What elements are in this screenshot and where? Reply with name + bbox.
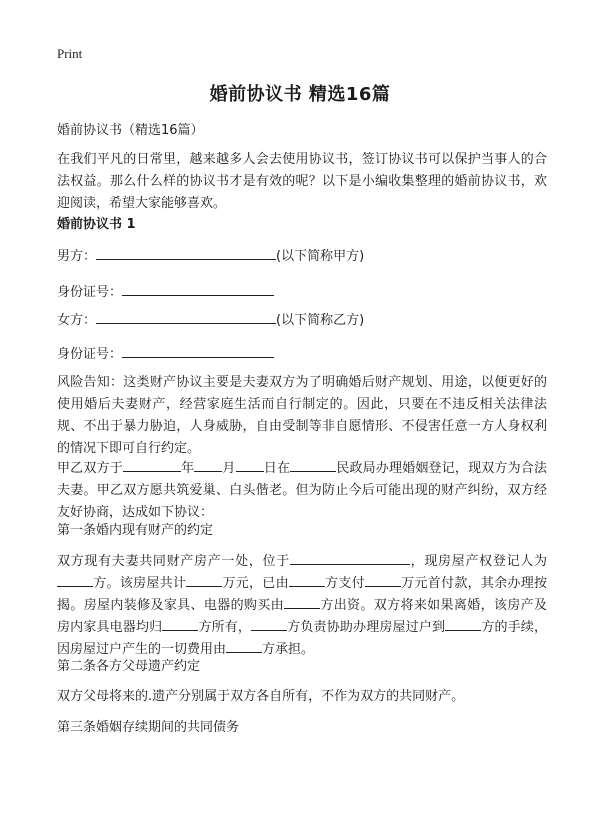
party-b-label: 女方：	[57, 313, 97, 328]
print-link[interactable]: Print	[57, 46, 83, 61]
intro-paragraph: 在我们平凡的日常里，越来越多人会去使用协议书，签订协议书可以保护当事人的合法权益。那么什么样的协议书才是有效的呢？以下是小编收集整理的婚前协议书，欢迎阅读，希望大家能够喜欢。	[57, 152, 547, 211]
document-title: 婚前协议书 精选16篇	[209, 84, 391, 105]
marriage-text: 日在	[263, 461, 291, 476]
article-2-paragraph: 双方父母将来的.遗产分别属于双方各自所有，不作为双方的共同财产。	[57, 689, 465, 704]
divorce-owner-blank[interactable]	[162, 617, 198, 631]
document-subtitle: 婚前协议书（精选16篇）	[57, 123, 204, 138]
risk-notice-paragraph: 风险告知：这类财产协议主要是夫妻双方为了明确婚后财产规划、用途，以便更好的使用婚后夫妻财产，经营家庭生活而自行制定的。因此，只要在不违反相关法律法规、不出于暴力胁迫，人身威胁，自由受制等非自愿情形、不侵害任意一方人身权利的情况下即可自行约定。	[57, 375, 547, 456]
total-price-blank[interactable]	[186, 573, 222, 587]
article-1-text: 方出资。双方将来如果离婚，该房产及房内家具电器均归	[57, 598, 547, 635]
marriage-text: 民政局办理婚姻登记，现双方为合法夫妻。甲乙双方愿共筑爱巢、白头偕老。但为防止今后可能出现的财产纠纷，双方经友好协商，达成如下协议：	[57, 461, 547, 520]
id-label-1: 身份证号：	[57, 285, 123, 300]
article-2-heading: 第二条各方父母遗产约定	[57, 659, 201, 674]
marriage-month-blank[interactable]	[194, 458, 222, 472]
id-blank-1[interactable]	[122, 282, 274, 296]
article-1-text: 方所有，	[198, 620, 252, 635]
marriage-year-blank[interactable]	[123, 458, 181, 472]
party-a-suffix: (以下简称甲方)	[276, 249, 365, 264]
transfer-to-blank[interactable]	[445, 617, 481, 631]
marriage-text: 月	[222, 461, 236, 476]
article-1-text: 方负责协助办理房屋过户到	[287, 620, 446, 635]
id-label-2: 身份证号：	[57, 347, 123, 362]
payer-blank[interactable]	[289, 573, 325, 587]
article-1-text: 方支付	[324, 576, 365, 591]
article-1-text: 方承担。	[262, 642, 315, 657]
marriage-text: 甲乙双方于	[57, 461, 123, 476]
article-1-text: 万元首付款，其余办理按揭。房屋内装修及家具、电器的购买由	[57, 576, 547, 613]
id-blank-2[interactable]	[122, 344, 274, 358]
marriage-text: 年	[180, 461, 195, 476]
article-1-heading: 第一条婚内现有财产的约定	[57, 523, 214, 538]
property-location-blank[interactable]	[290, 551, 410, 565]
party-a-blank[interactable]	[96, 246, 276, 260]
article-1-text: 方的手续，因房屋过户产生的一切费用由	[57, 620, 547, 657]
marriage-paragraph	[57, 458, 547, 524]
article-1-paragraph	[57, 551, 547, 661]
section-heading-1: 婚前协议书 1	[57, 217, 136, 232]
party-b-suffix: (以下简称乙方)	[276, 313, 365, 328]
party-b-line	[57, 310, 547, 332]
furnishing-payer-blank[interactable]	[284, 595, 320, 609]
id-line-1	[57, 282, 547, 304]
party-b-blank[interactable]	[96, 310, 276, 324]
marriage-office-blank[interactable]	[290, 458, 336, 472]
owner-blank[interactable]	[57, 573, 93, 587]
party-a-label: 男方：	[57, 249, 97, 264]
article-1-text: 万元，已由	[222, 576, 289, 591]
article-1-text: ，现房屋产权登记人为	[409, 554, 547, 569]
party-a-line	[57, 246, 547, 268]
article-1-text: 双方现有夫妻共同财产房产一处，位于	[57, 554, 290, 569]
article-1-text: 方。该房屋共计	[93, 576, 187, 591]
id-line-2	[57, 344, 547, 366]
assist-party-blank[interactable]	[251, 617, 287, 631]
marriage-day-blank[interactable]	[236, 458, 264, 472]
down-payment-blank[interactable]	[365, 573, 401, 587]
fee-payer-blank[interactable]	[226, 639, 262, 653]
article-3-heading: 第三条婚姻存续期间的共同债务	[57, 720, 240, 735]
